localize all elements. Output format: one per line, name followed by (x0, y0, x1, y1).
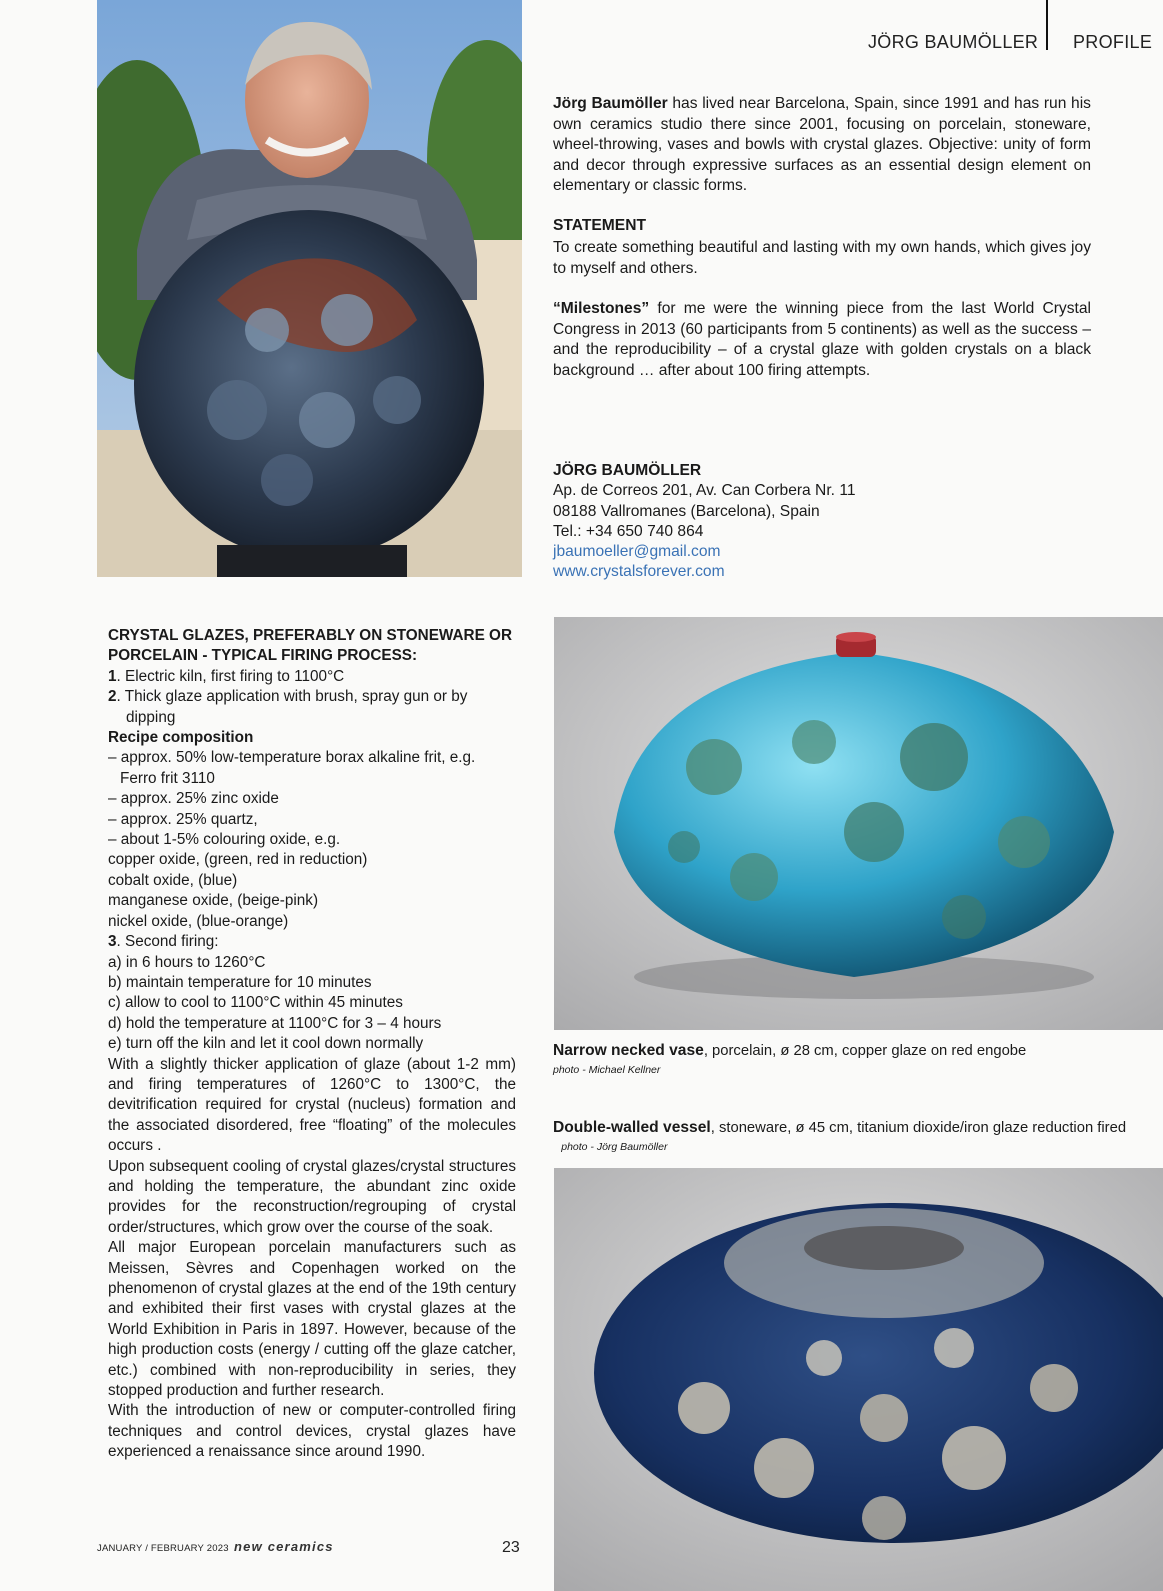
vase-photo-credit: photo - Michael Kellner (553, 1064, 661, 1076)
header-artist-name: JÖRG BAUMÖLLER (868, 32, 1039, 52)
contact-address-line2: 08188 Vallromanes (Barcelona), Spain (553, 502, 820, 520)
recipe-item: – about 1-5% colouring oxide, e.g. (108, 831, 341, 849)
firing-process-title: CRYSTAL GLAZES, PREFERABLY ON STONEWARE OR PORCELAIN - TYPICAL FIRING PROCESS: (108, 627, 512, 665)
artist-bio-text: has lived near Barcelona, Spain, since 1991 and has run his own ceramics studio there since 2001, focusing on porcelain, stoneware, wheel-throwing, vases and bowls with crystal glazes. Objective: unity of form and decor through expressive surfaces as an essential design element on elementary or classic forms. (553, 95, 1091, 194)
milestones-text: for me were the winning piece from the last World Crystal Congress in 2013 (60 participants from 5 continents) as well as the success – and the reproducibility – of a crystal glaze with golden crystals on a black background … after about 100 firing attempts. (553, 300, 1091, 379)
footer-magazine-logo: new ceramics (234, 1539, 334, 1554)
step-2-number: 2 (108, 688, 117, 706)
vessel-caption (553, 1119, 1133, 1156)
step-3-text: . Second firing: (116, 933, 219, 951)
vessel-caption-text: , stoneware, ø 45 cm, titanium dioxide/iron glaze reduction fired (710, 1120, 1127, 1136)
recipe-heading: Recipe composition (108, 729, 254, 747)
vase-caption-text: , porcelain, ø 28 cm, copper glaze on red engobe (703, 1043, 1027, 1059)
firing-item: b) maintain temperature for 10 minutes (108, 973, 372, 991)
oxide-item: cobalt oxide, (blue) (108, 871, 238, 889)
firing-item: a) in 6 hours to 1260°C (108, 953, 266, 971)
oxide-item: copper oxide, (green, red in reduction) (108, 851, 368, 869)
body-paragraph: With the introduction of new or computer-controlled firing techniques and control devices, crystal glazes have experienced a renaissance since around 1990. (108, 1402, 516, 1461)
contact-name: JÖRG BAUMÖLLER (553, 462, 702, 479)
step-3-number: 3 (108, 933, 117, 951)
portrait-photo-icon (97, 0, 522, 577)
body-paragraph: With a slightly thicker application of glaze (about 1-2 mm) and firing temperatures of 1260°C to 1300°C, the devitrification required for crystal (nucleus) formation and the associated disordered, free “floating” of the molecules occurs . (108, 1055, 516, 1155)
recipe-item: – approx. 50% low-temperature borax alkaline frit, e.g. Ferro frit 3110 (108, 749, 476, 787)
contact-email-link[interactable]: jbaumoeller@gmail.com (553, 543, 721, 561)
header-section: PROFILE (1073, 32, 1153, 52)
header-divider (1046, 0, 1048, 50)
vessel-photo-credit: photo - Jörg Baumöller (561, 1141, 668, 1153)
step-3 (108, 932, 516, 952)
vase-caption (553, 1042, 1133, 1079)
statement-heading: STATEMENT (553, 217, 646, 234)
vessel-photo-icon (554, 1168, 1163, 1591)
vessel-caption-title: Double-walled vessel (553, 1119, 711, 1136)
vase-photo-icon (554, 617, 1163, 1030)
firing-item: d) hold the temperature at 1100°C for 3 – 4 hours (108, 1014, 442, 1032)
artist-bio (553, 94, 1091, 197)
statement-text: To create something beautiful and lasting with my own hands, which gives joy to myself and others. (553, 239, 1091, 277)
step-1 (108, 667, 516, 687)
contact-website-link[interactable]: www.crystalsforever.com (553, 563, 725, 581)
step-1-text: . Electric kiln, first firing to 1100°C (116, 667, 345, 685)
step-2-text: . Thick glaze application with brush, spray gun or by dipping (116, 688, 468, 726)
contact-address-line1: Ap. de Correos 201, Av. Can Corbera Nr. 11 (553, 482, 856, 500)
footer-page-number: 23 (502, 1539, 520, 1556)
firing-item: c) allow to cool to 1100°C within 45 minutes (108, 994, 403, 1012)
contact-block (553, 461, 1073, 583)
artist-name-bold: Jörg Baumöller (553, 95, 668, 112)
milestones-paragraph (553, 299, 1091, 381)
firing-process-column (108, 626, 516, 1463)
body-paragraph: All major European porcelain manufacturers such as Meissen, Sèvres and Copenhagen worked on the phenomenon of crystal glazes at the end of the 19th century and exhibited their first vases with crystal glazes at the World Exhibition in Paris in 1897. However, because of the high production costs (energy / cutting off the glaze catcher, etc.) combined with non-reproducibility in series, they stopped production and further research. (108, 1239, 516, 1400)
milestones-label: “Milestones” (553, 300, 650, 317)
body-paragraph: Upon subsequent cooling of crystal glazes/crystal structures and holding the temperature, the abundant zinc oxide provides for the reconstruction/regrouping of crystal order/structures, which grow over the course of the soak. (108, 1157, 516, 1236)
oxide-item: manganese oxide, (beige-pink) (108, 892, 319, 910)
footer-issue-date: JANUARY / FEBRUARY 2023 (97, 1543, 229, 1554)
contact-phone: Tel.: +34 650 740 864 (553, 522, 704, 540)
vase-caption-title: Narrow necked vase (553, 1042, 704, 1059)
recipe-item: – approx. 25% zinc oxide (108, 790, 279, 808)
recipe-item: – approx. 25% quartz, (108, 810, 258, 828)
step-2 (108, 687, 516, 728)
firing-item: e) turn off the kiln and let it cool down normally (108, 1035, 424, 1053)
step-1-number: 1 (108, 667, 117, 685)
oxide-item: nickel oxide, (blue-orange) (108, 912, 289, 930)
